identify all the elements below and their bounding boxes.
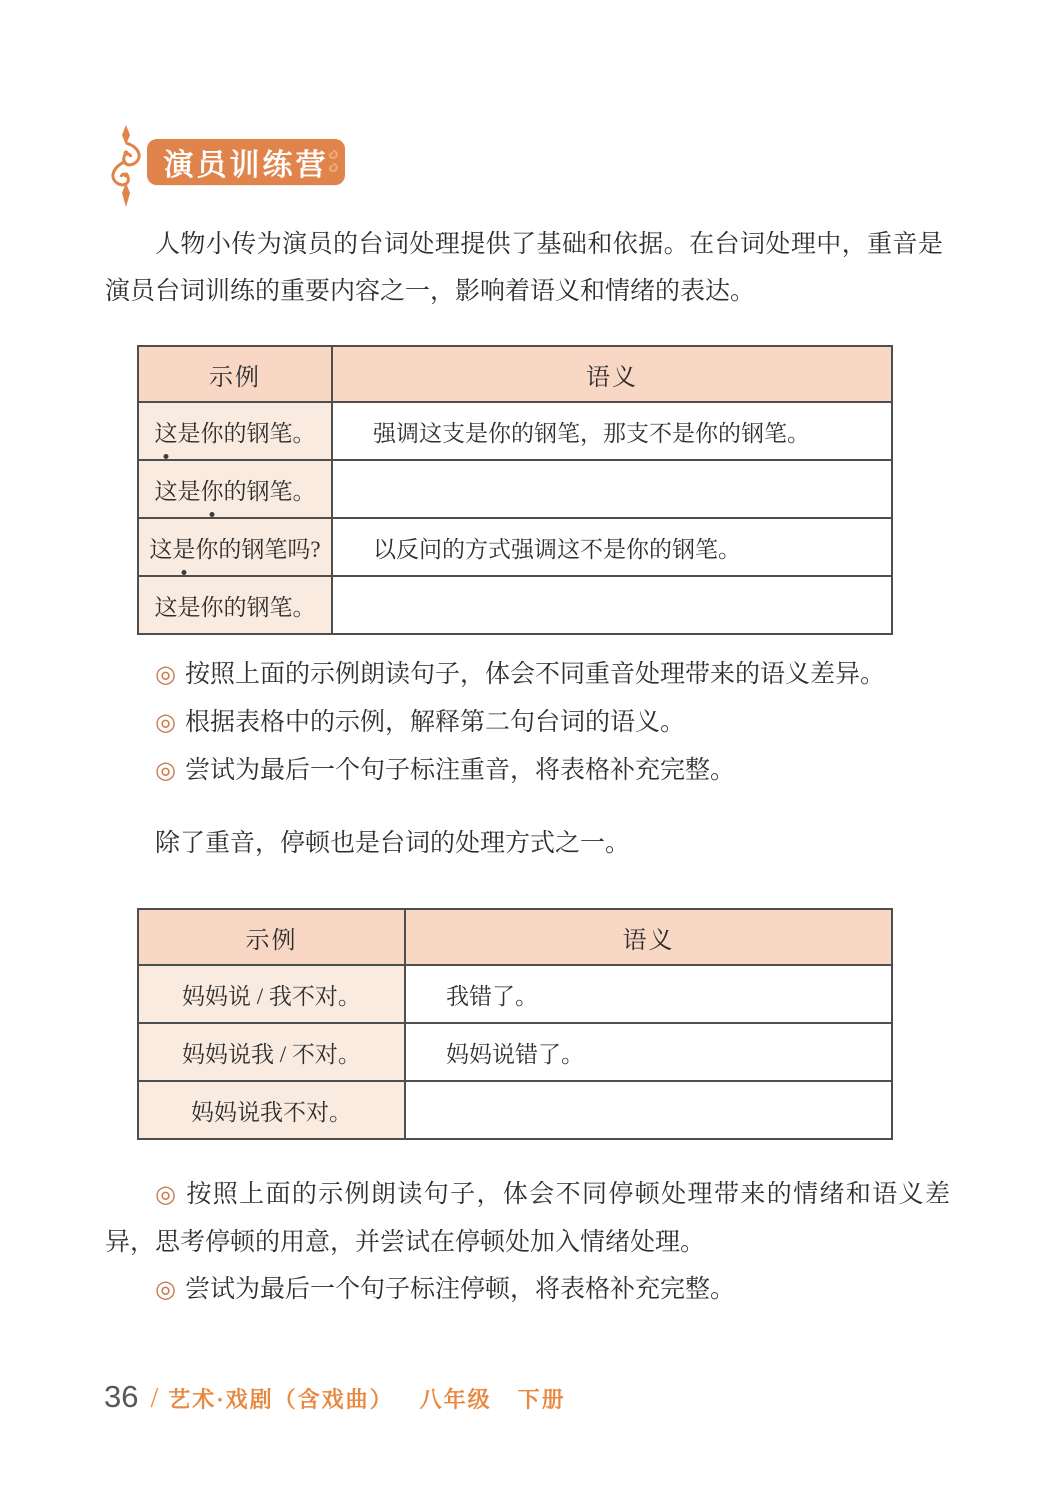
example-text: 这 bbox=[149, 536, 173, 562]
task-text: 尝试为最后一个句子标注停顿，将表格补充完整。 bbox=[184, 1276, 735, 1303]
semantic-cell: 以反问的方式强调这不是你的钢笔。 bbox=[332, 518, 892, 576]
semantic-cell bbox=[405, 1081, 892, 1139]
column-header-semantic: 语义 bbox=[332, 346, 892, 402]
example-cell: 妈妈说我 / 不对。 bbox=[138, 1023, 405, 1081]
stress-task-list bbox=[105, 651, 950, 795]
grade-label: 八年级 bbox=[419, 1387, 492, 1412]
intro-paragraph: 人物小传为演员的台词处理提供了基础和依据。在台词处理中，重音是演员台词训练的重要内容之一，影响着语义和情绪的表达。 bbox=[105, 231, 943, 305]
bullseye-bullet-icon: ◎ bbox=[155, 758, 176, 784]
example-text: 的钢笔。 bbox=[223, 478, 316, 504]
pause-paragraph: 除了重音，停顿也是台词的处理方式之一。 bbox=[155, 830, 631, 857]
table-row bbox=[138, 1023, 892, 1081]
task-text: 尝试为最后一个句子标注重音，将表格补充完整。 bbox=[184, 757, 735, 784]
example-cell bbox=[138, 518, 332, 576]
task-item bbox=[105, 699, 950, 747]
table-row bbox=[138, 518, 892, 576]
task-item bbox=[105, 651, 950, 699]
pause-task-list bbox=[105, 1171, 950, 1314]
task-text: 按照上面的示例朗读句子，体会不同停顿处理带来的情绪和语义差异，思考停顿的用意，并尝试在停顿处加入情绪处理。 bbox=[105, 1181, 950, 1256]
volume-label: 下册 bbox=[517, 1387, 566, 1412]
task-text: 根据表格中的示例，解释第二句台词的语义。 bbox=[184, 709, 685, 736]
section-title: 演员训练营 bbox=[163, 149, 329, 182]
semantic-cell: 妈妈说错了。 bbox=[405, 1023, 892, 1081]
example-cell bbox=[138, 576, 332, 634]
page-number: 36 bbox=[104, 1379, 139, 1414]
task-item bbox=[105, 1266, 950, 1314]
table-row bbox=[138, 965, 892, 1023]
cloud-scepter-ornament-icon bbox=[101, 123, 151, 214]
stressed-char: 是 bbox=[172, 531, 195, 564]
example-cell bbox=[138, 460, 332, 518]
bullseye-bullet-icon: ◎ bbox=[155, 710, 176, 736]
table-row bbox=[138, 460, 892, 518]
pause-example-table bbox=[137, 908, 893, 1140]
semantic-cell bbox=[332, 576, 892, 634]
bullseye-bullet-icon: ◎ bbox=[155, 1277, 176, 1303]
table-header-row bbox=[138, 346, 892, 402]
example-cell bbox=[138, 402, 332, 460]
semantic-cell: 我错了。 bbox=[405, 965, 892, 1023]
table-row bbox=[138, 576, 892, 634]
page-footer bbox=[104, 1379, 566, 1415]
example-text: 这是 bbox=[154, 478, 201, 504]
table-row bbox=[138, 402, 892, 460]
semantic-cell bbox=[332, 460, 892, 518]
example-cell: 妈妈说我不对。 bbox=[138, 1081, 405, 1139]
example-text: 这是你的钢笔。 bbox=[154, 594, 316, 620]
table-header-row bbox=[138, 909, 892, 965]
task-item bbox=[105, 747, 950, 795]
book-title: 艺术·戏剧（含戏曲） bbox=[168, 1387, 394, 1412]
semantic-cell: 强调这支是你的钢笔，那支不是你的钢笔。 bbox=[332, 402, 892, 460]
stress-example-table bbox=[137, 345, 893, 635]
stressed-char: 这 bbox=[155, 415, 178, 448]
swirl-icon bbox=[325, 148, 341, 184]
bullseye-bullet-icon: ◎ bbox=[155, 662, 176, 688]
footer-separator: / bbox=[150, 1383, 159, 1414]
example-cell: 妈妈说 / 我不对。 bbox=[138, 965, 405, 1023]
task-item bbox=[105, 1171, 950, 1266]
table-row bbox=[138, 1081, 892, 1139]
example-text: 你的钢笔吗? bbox=[195, 536, 321, 562]
bullseye-bullet-icon: ◎ bbox=[155, 1182, 178, 1208]
example-text: 是你的钢笔。 bbox=[177, 420, 316, 446]
task-text: 按照上面的示例朗读句子，体会不同重音处理带来的语义差异。 bbox=[184, 661, 885, 688]
stressed-char: 你 bbox=[201, 473, 224, 506]
section-title-badge bbox=[147, 139, 345, 185]
column-header-example: 示例 bbox=[138, 346, 332, 402]
column-header-example: 示例 bbox=[138, 909, 405, 965]
column-header-semantic: 语义 bbox=[405, 909, 892, 965]
